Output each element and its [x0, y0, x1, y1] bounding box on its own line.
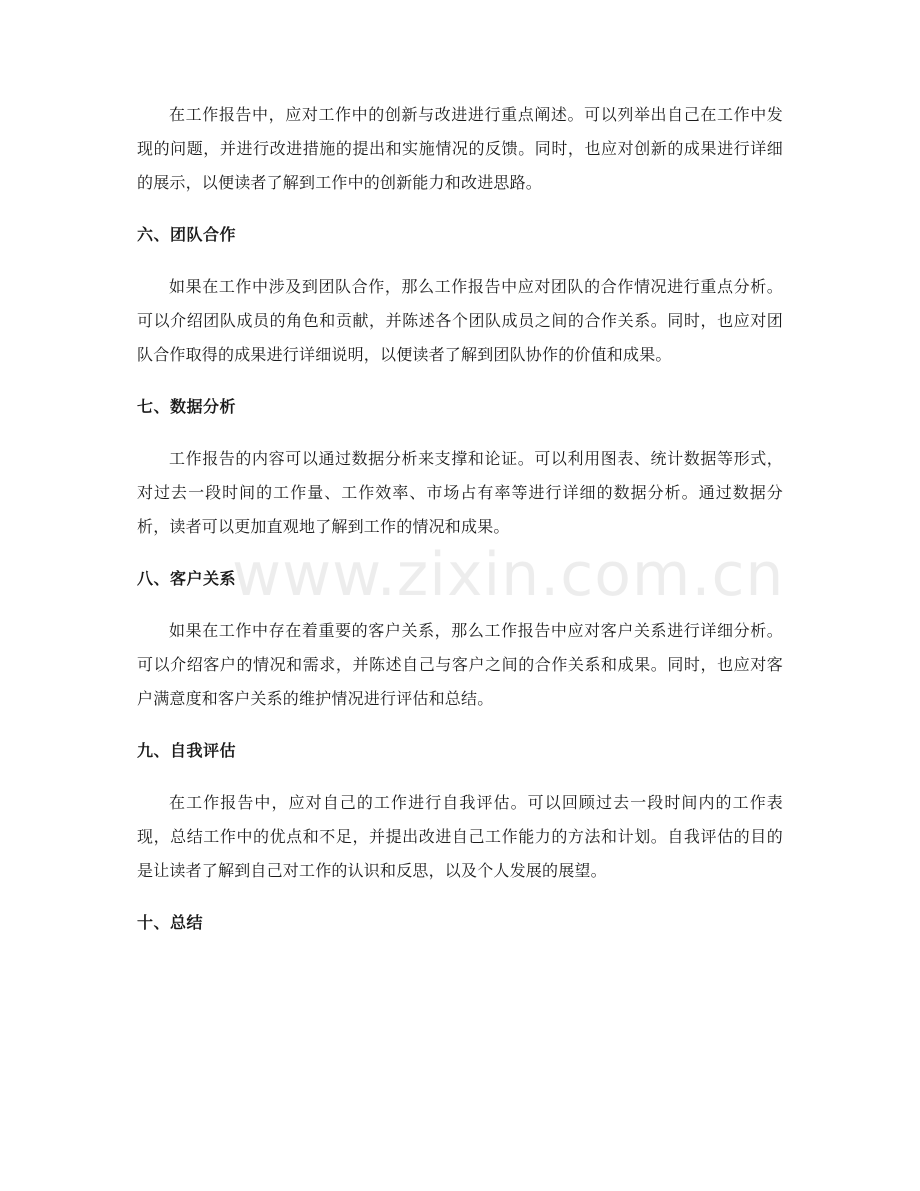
document-body [137, 98, 783, 940]
paragraph-customer-relations: 如果在工作中存在着重要的客户关系，那么工作报告中应对客户关系进行详细分析。可以介绍客户的情况和需求，并陈述自己与客户之间的合作关系和成果。同时，也应对客户满意度和客户关系的维护情况进行评估和总结。 [137, 621, 783, 708]
heading-summary: 十、总结 [137, 913, 204, 932]
watermark: www.zixin.com.cn [232, 540, 785, 610]
heading-self-assessment: 九、自我评估 [137, 741, 237, 760]
heading-data-analysis: 七、数据分析 [137, 397, 237, 416]
paragraph-team-cooperation: 如果在工作中涉及到团队合作，那么工作报告中应对团队的合作情况进行重点分析。可以介绍团队成员的角色和贡献，并陈述各个团队成员之间的合作关系。同时，也应对团队合作取得的成果进行详细说明，以便读者了解到团队协作的价值和成果。 [137, 277, 783, 364]
paragraph-innovation: 在工作报告中，应对工作中的创新与改进进行重点阐述。可以列举出自己在工作中发现的问题，并进行改进措施的提出和实施情况的反馈。同时，也应对创新的成果进行详细的展示，以便读者了解到工作中的创新能力和改进思路。 [137, 105, 783, 192]
paragraph-self-assessment: 在工作报告中，应对自己的工作进行自我评估。可以回顾过去一段时间内的工作表现，总结工作中的优点和不足，并提出改进自己工作能力的方法和计划。自我评估的目的是让读者了解到自己对工作的认识和反思，以及个人发展的展望。 [137, 793, 783, 880]
heading-team-cooperation: 六、团队合作 [137, 225, 237, 244]
heading-customer-relations: 八、客户关系 [137, 569, 237, 588]
paragraph-data-analysis: 工作报告的内容可以通过数据分析来支撑和论证。可以利用图表、统计数据等形式，对过去一段时间的工作量、工作效率、市场占有率等进行详细的数据分析。通过数据分析，读者可以更加直观地了解到工作的情况和成果。 [137, 449, 783, 536]
